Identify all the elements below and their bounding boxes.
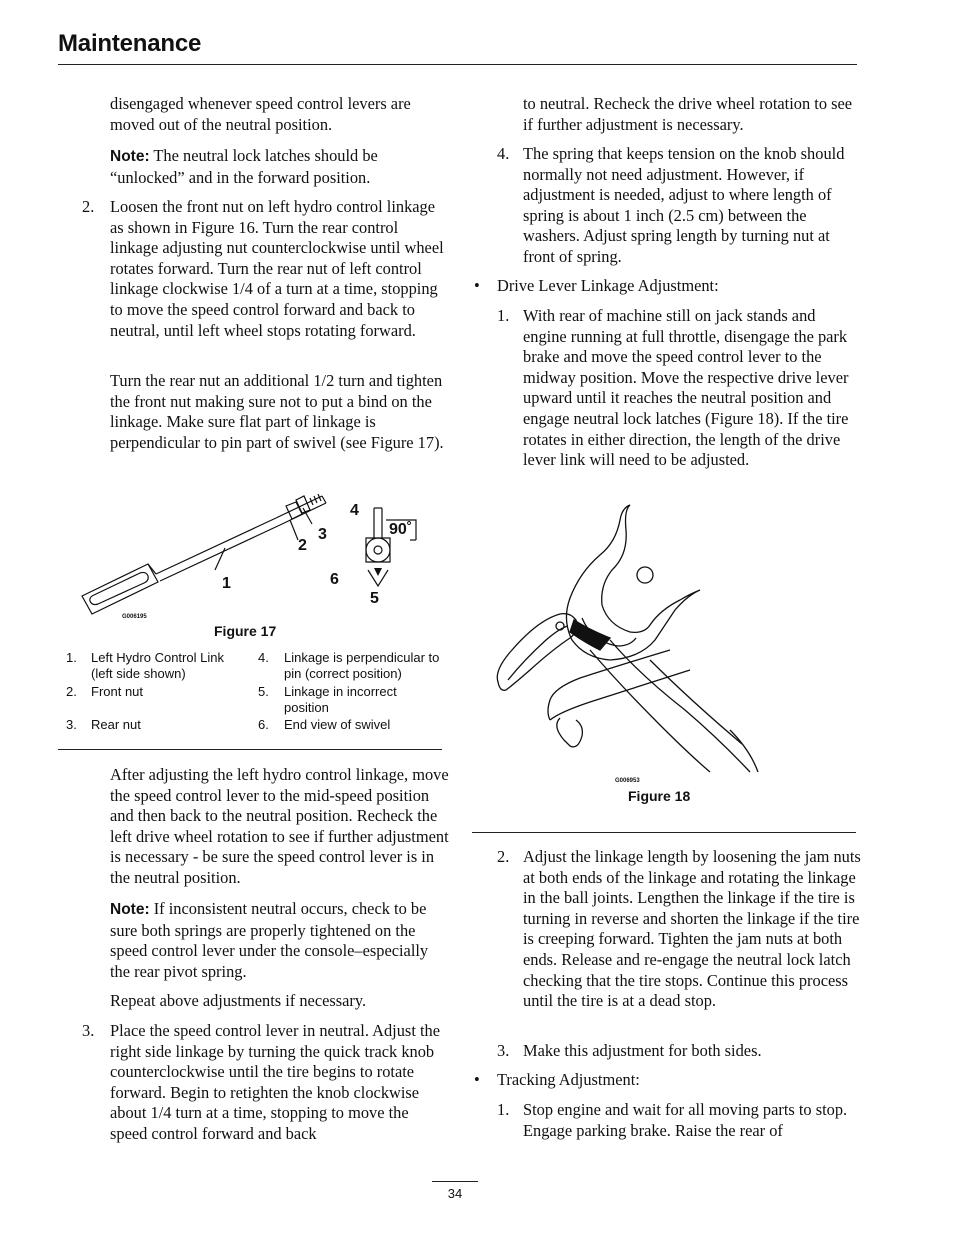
page-number: 34 bbox=[447, 1186, 463, 1201]
figure-17-callout-1: 1 bbox=[222, 575, 231, 592]
figure-17-callout-5: 5 bbox=[370, 590, 379, 607]
tr-step-1-text: Stop engine and wait for all moving parts to stop. Engage parking brake. Raise the rear of bbox=[523, 1100, 848, 1140]
step-4-number: 4. bbox=[497, 144, 510, 163]
dl-step-3-number: 3. bbox=[497, 1041, 510, 1060]
figure-17-caption: Figure 17 bbox=[214, 623, 277, 639]
bullet-drive-lever: • bbox=[474, 276, 480, 295]
tr-step-1-number: 1. bbox=[497, 1100, 510, 1119]
legend-2-number: 2. bbox=[66, 684, 77, 699]
legend-5-number: 5. bbox=[258, 684, 269, 699]
note-2 bbox=[110, 899, 450, 982]
legend-5-text: Linkage in incorrect position bbox=[284, 684, 397, 715]
dl-step-1-text: With rear of machine still on jack stands and engine running at full throttle, disengage the park brake and move the speed control lever to the midway position. Move the respective drive lever upward until it reaches the neutral position and engage neutral lock latches (Figure 18). If the tire rotates in either direction, the length of the drive lever link will need to be adjusted. bbox=[523, 306, 849, 470]
legend-2-text: Front nut bbox=[91, 684, 144, 699]
step-2-followup: Turn the rear nut an additional 1/2 turn and tighten the front nut making sure not to put a bind on the linkage. Make sure flat part of linkage is perpendicular to pin part of swivel (see Figure 17). bbox=[110, 371, 444, 452]
legend-4-number: 4. bbox=[258, 650, 269, 665]
note-1 bbox=[110, 146, 450, 188]
figure-17-callout-4: 4 bbox=[350, 502, 359, 519]
figure-17-angle-label: 90˚ bbox=[389, 521, 413, 538]
figure-18-caption: Figure 18 bbox=[628, 788, 691, 804]
figure-17-illustration bbox=[60, 478, 440, 628]
figure-18-code: G006953 bbox=[615, 778, 640, 784]
figure-17-code: G006195 bbox=[122, 614, 147, 620]
figure-17-divider bbox=[58, 749, 442, 750]
step-2-text: Loosen the front nut on left hydro control linkage as shown in Figure 16. Turn the rear control linkage adjusting nut counterclockwise until wheel rotates forward. Turn the rear nut of left control linkage clockwise 1/4 of a turn at a time, stopping to move the speed control forward and back to neutral, until left wheel stops rotating forward. bbox=[110, 197, 444, 340]
repeat-paragraph: Repeat above adjustments if necessary. bbox=[110, 991, 367, 1010]
dl-step-2-number: 2. bbox=[497, 847, 510, 866]
step-3-number: 3. bbox=[82, 1021, 95, 1040]
legend-6-text: End view of swivel bbox=[284, 717, 391, 732]
figure-17-callout-3: 3 bbox=[318, 526, 327, 543]
continuation-paragraph: to neutral. Recheck the drive wheel rotation to see if further adjustment is necessary. bbox=[523, 94, 853, 134]
figure-18-illustration bbox=[490, 500, 790, 780]
intro-paragraph: disengaged whenever speed control levers are moved out of the neutral position. bbox=[110, 94, 411, 134]
figure-17-callout-6: 6 bbox=[330, 571, 339, 588]
figure-18-divider bbox=[472, 832, 856, 833]
step-4-text: The spring that keeps tension on the knob should normally not need adjustment. However, if adjustment is needed, adjust to where length of spring is about 1 inch (2.5 cm) between the washers. Adjust spring length by turning nut at front of spring. bbox=[523, 144, 845, 266]
legend-1-text: Left Hydro Control Link (left side shown) bbox=[91, 650, 224, 681]
tracking-heading: Tracking Adjustment: bbox=[497, 1070, 640, 1089]
legend-3-number: 3. bbox=[66, 717, 77, 732]
step-2-number: 2. bbox=[82, 197, 95, 216]
legend-1-number: 1. bbox=[66, 650, 77, 665]
note-2-text: If inconsistent neutral occurs, check to be sure both springs are properly tightened on the speed control lever under the console–especially the rear pivot spring. bbox=[110, 899, 429, 981]
dl-step-1-number: 1. bbox=[497, 306, 510, 325]
page-section-title: Maintenance bbox=[58, 30, 202, 57]
header-divider bbox=[58, 64, 857, 65]
step-3-text: Place the speed control lever in neutral. Adjust the right side linkage by turning the quick track knob counterclockwise until the tire begins to rotate forward. Begin to retighten the knob clockwise about 1/4 turn at a time, stopping to move the speed control forward and back bbox=[110, 1021, 440, 1143]
legend-4-text: Linkage is perpendicular to pin (correct position) bbox=[284, 650, 440, 681]
dl-step-2-text: Adjust the linkage length by loosening the jam nuts at both ends of the linkage and rotating the linkage in the ball joints. Lengthen the linkage if the tire is turning in reverse and shorten the linkage if the tire is creeping forward. Tighten the jam nuts at both ends. Release and re-engage the neutral lock latch checking that the tire stops. Continue this process until the tire is at a dead stop. bbox=[523, 847, 861, 1011]
bullet-tracking: • bbox=[474, 1070, 480, 1089]
dl-step-3-text: Make this adjustment for both sides. bbox=[523, 1041, 762, 1060]
drive-lever-heading: Drive Lever Linkage Adjustment: bbox=[497, 276, 719, 295]
figure-17-callout-2: 2 bbox=[298, 537, 307, 554]
note-1-text: The neutral lock latches should be “unlocked” and in the forward position. bbox=[110, 146, 378, 187]
page-number-rule bbox=[432, 1181, 478, 1182]
legend-3-text: Rear nut bbox=[91, 717, 141, 732]
legend-6-number: 6. bbox=[258, 717, 269, 732]
note-1-label: Note: bbox=[110, 148, 150, 165]
after-adjust-paragraph: After adjusting the left hydro control linkage, move the speed control lever to the mid-speed position and then back to the neutral position. Recheck the left drive wheel rotation to see if further adjustment is necessary - be sure the speed control lever is in the neutral position. bbox=[110, 765, 449, 887]
note-2-label: Note: bbox=[110, 901, 150, 918]
